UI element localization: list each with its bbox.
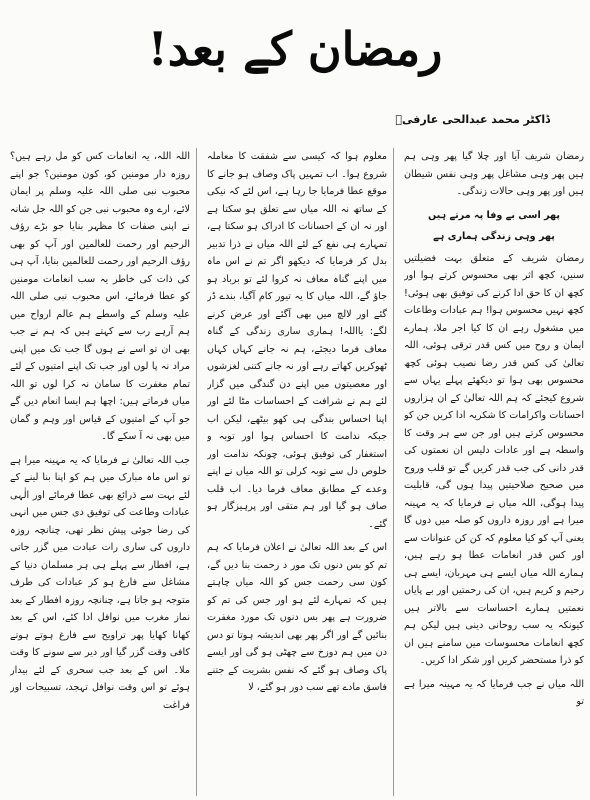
verse-line: پھر اسی بے وفا پہ مرتے ہیں xyxy=(428,209,560,221)
verse-line: پھر وہی زندگی ہماری ہے xyxy=(433,231,555,242)
column-middle xyxy=(207,148,394,796)
author-byline: ڈاکٹر محمد عبدالحی عارفیؒ xyxy=(395,113,550,126)
article-columns xyxy=(10,148,584,796)
paragraph: معلوم ہوا کہ کیسی سے شفقت کا معاملہ شروع ہوا۔ اب تمہیں پاک وصاف ہو جانے کا موقع عطا فرمایا جا رہا ہے، اس لئے کہ نیکی کے ساتھ نہ اللہ میاں سے تعلق ہو سکتا ہے اور نہ ان کے احسانات کا ادراک ہو سکتا ہے، تمہارے ہی نفع کے لئے اللہ میاں نے ذرا تدبیر بدل کر فرمایا کہ دیکھو اگر تم نے اس ماہ میں اپنے گناہ معاف نہ کروا لئے تو برباد ہو جاؤ گے، اللہ میاں کا یہ تیور کام آگیا، بندے ڈر گئے اور لالچ میں بھی آگئے اور عرض کرنے لگے: یااللہ! ہماری ساری زندگی کے گناہ معاف فرما دیجئے، ہم نہ جانے کہاں کہاں ٹھوکریں کھاتے رہے اور نہ جانے کتنی لغزشوں اور معصیتوں میں اپنے دن گندگی میں گزار لئے ہم نے شرافت کے احساسات مٹا لئے اور اپنا احساس بندگی ہی کھو بیٹھے، لیکن اب جبکہ ندامت کا احساس ہوا اور توبہ و استغفار کی توفیق ہوئی، چونکہ ندامت اور خلوص دل سے توبہ کرلی تو اللہ میاں نے اپنے وعدے کے مطابق معاف فرما دیا۔ اب قلب صاف ہو گیا اور ہم متقی اور پرہیزگار ہو گئے۔ xyxy=(207,151,387,530)
column-left xyxy=(10,148,197,796)
paragraph: رمضان شریف آیا اور چلا گیا پھر وہی ہم ہیں پھر وہی مشاغل پھر وہی نفس شیطان ہیں اور پھر وہی حالات زندگی۔ xyxy=(404,151,584,197)
paragraph: جب اللہ تعالیٰ نے فرمایا کہ یہ مہینہ میرا ہے تو اس ماہ مبارک میں ہم کو اپنا بنا لینے کے لئے بہت سے ذرائع بھی عطا فرمائے اور الٰہی عبادات وطاعت کی توفیق دی جس میں انہی کی رضا جوئی پیش نظر تھی، چنانچہ روزہ داروں کی ساری رات عبادت میں گزر جاتی ہے، افطار سے پہلے ہی ہر مسلمان دنیا کے مشاغل سے فارغ ہو کر عبادات کی طرف متوجہ ہو جاتا ہے، چنانچہ روزہ افطار کے بعد نماز مغرب میں نوافل ادا کئے، اس کے بعد کھانا کھایا پھر تراویح سے فارغ ہوتے ہوتے کافی وقت گزر گیا اور دیر سے سونے کا وقت ملا۔ اس کے بعد جب سحری کے لئے بیدار ہوئے تو اس وقت نوافل تہجد، تسبیحات اور فراغت xyxy=(10,454,190,711)
paragraph: اللہ میاں نے جب فرمایا کہ یہ مہینہ میرا ہے تو xyxy=(404,678,584,707)
article-title: رمضان کے بعد! xyxy=(147,22,443,76)
paragraph: اس کے بعد اللہ تعالیٰ نے اعلان فرمایا کہ ہم تم کو بس دنوں تک مور د رحمت بنا دیں گے، کون سی رحمت جس کو اللہ میاں چاہتے ہیں کہ تمہارے لئے ہو اور جس کی تم کو ضرورت ہے پھر بس دنوں تک مورد مغفرت بنائیں گے اور اگر پھر بھی اندیشہ ہوتا تو دس دن میں ہم دوزخ سے چھٹی ہو گی اور ایسے پاک وصاف ہو گئے کہ نفس بشریت کے جتنے فاسق مادے تھے سب دور ہو گئے، لا xyxy=(207,542,387,693)
column-right xyxy=(404,148,584,796)
paragraph: اللہ اللہ، یہ انعامات کس کو مل رہے ہیں؟ روزہ دار مومنین کو، کون مومنین؟ جو اپنے محبوب نبی صلی اللہ علیہ وسلم پر ایمان لائے، ارے وہ محبوب نبی جن کو اللہ جل شانہ نے اپنی صفات کا مظہر بنایا جو بڑے رؤف الرحیم اور رحمت للعالمین اور آپ کو بھی رؤف الرحیم اور رحمت للعالمین بنایا، آپ ہی کی ذات کی خاطر یہ سب انعامات مومنین کو عطا فرمائے، اس محبوب نبی صلی اللہ علیہ وسلم کے واسطے ہم عالم ارواح میں ہم آرہے رب سے کہتے ہیں کہ ہم نے جب بھی ان تو اسے نے ہوں گا جب تک میں اپنی مراد نہ پا لوں اور جب تک اپنے امتیوں کے لئے تمام مغفرت کا سامان نہ کرا لوں تو اللہ میاں فرماتے ہیں: اچھا ہم ایسا انعام دیں گے جو آپ کے امتیوں کے قیاس اور وہم و گمان میں بھی نہ آ سکے گا۔ xyxy=(10,151,190,442)
paragraph: رمضان شریف کے متعلق بہت فضیلتیں سنیں، کچھ اثر بھی محسوس کرتے ہوا اور کچھ ان کا حق ادا کرنے کی توفیق بھی ہوئی! کچھ نہیں محسوس ہوا! ہم عبادات وطاعات میں مشغول رہے ان کا کیا اجر ملا، ہمارے ایمان و روح میں کس قدر ترقی ہوئی، اللہ تعالیٰ کی کس قدر رضا نصیب ہوئی کچھ محسوس بھی ہوا تو دیکھئے پہلے یہاں سے شروع کیجئے کہ ہم اللہ تعالیٰ کے ان ہزاروں احسانات واکرامات کا شکریہ ادا کریں جن کو محسوس کرتے ہیں اور جن سے ہر وقت کا واسطہ ہے اور عادات دلیس ان نعمتوں کی قدر دانی کی جب قدر کریں گے تو قلب وروح میں صحیح صلاحیتیں پیدا ہوں گی، قابلیت پیدا ہوگی، اللہ میاں نے فرمایا کہ یہ مہینہ میرا ہے اور روزہ داروں کو صلہ میں دوں گا یعنی آپ کو کیا معلوم کہ کن کن عنوانات سے اور کس قدر انعامات عطا ہو رہے ہیں، ہمارے اللہ میاں ایسے ہی مہربان، ایسے ہی رحیم و کریم ہیں، ان کی رحمتیں اور بے پایاں نعمتیں ہمارے احساسات سے بالاتر ہیں کیونکہ یہ سب روحانی دینی ہیں لیکن ہم کچھ انعامات محسوسات میں سامنے ہیں ان کو ذرا مستحضر کریں اور شکر ادا کریں۔ xyxy=(404,252,584,666)
